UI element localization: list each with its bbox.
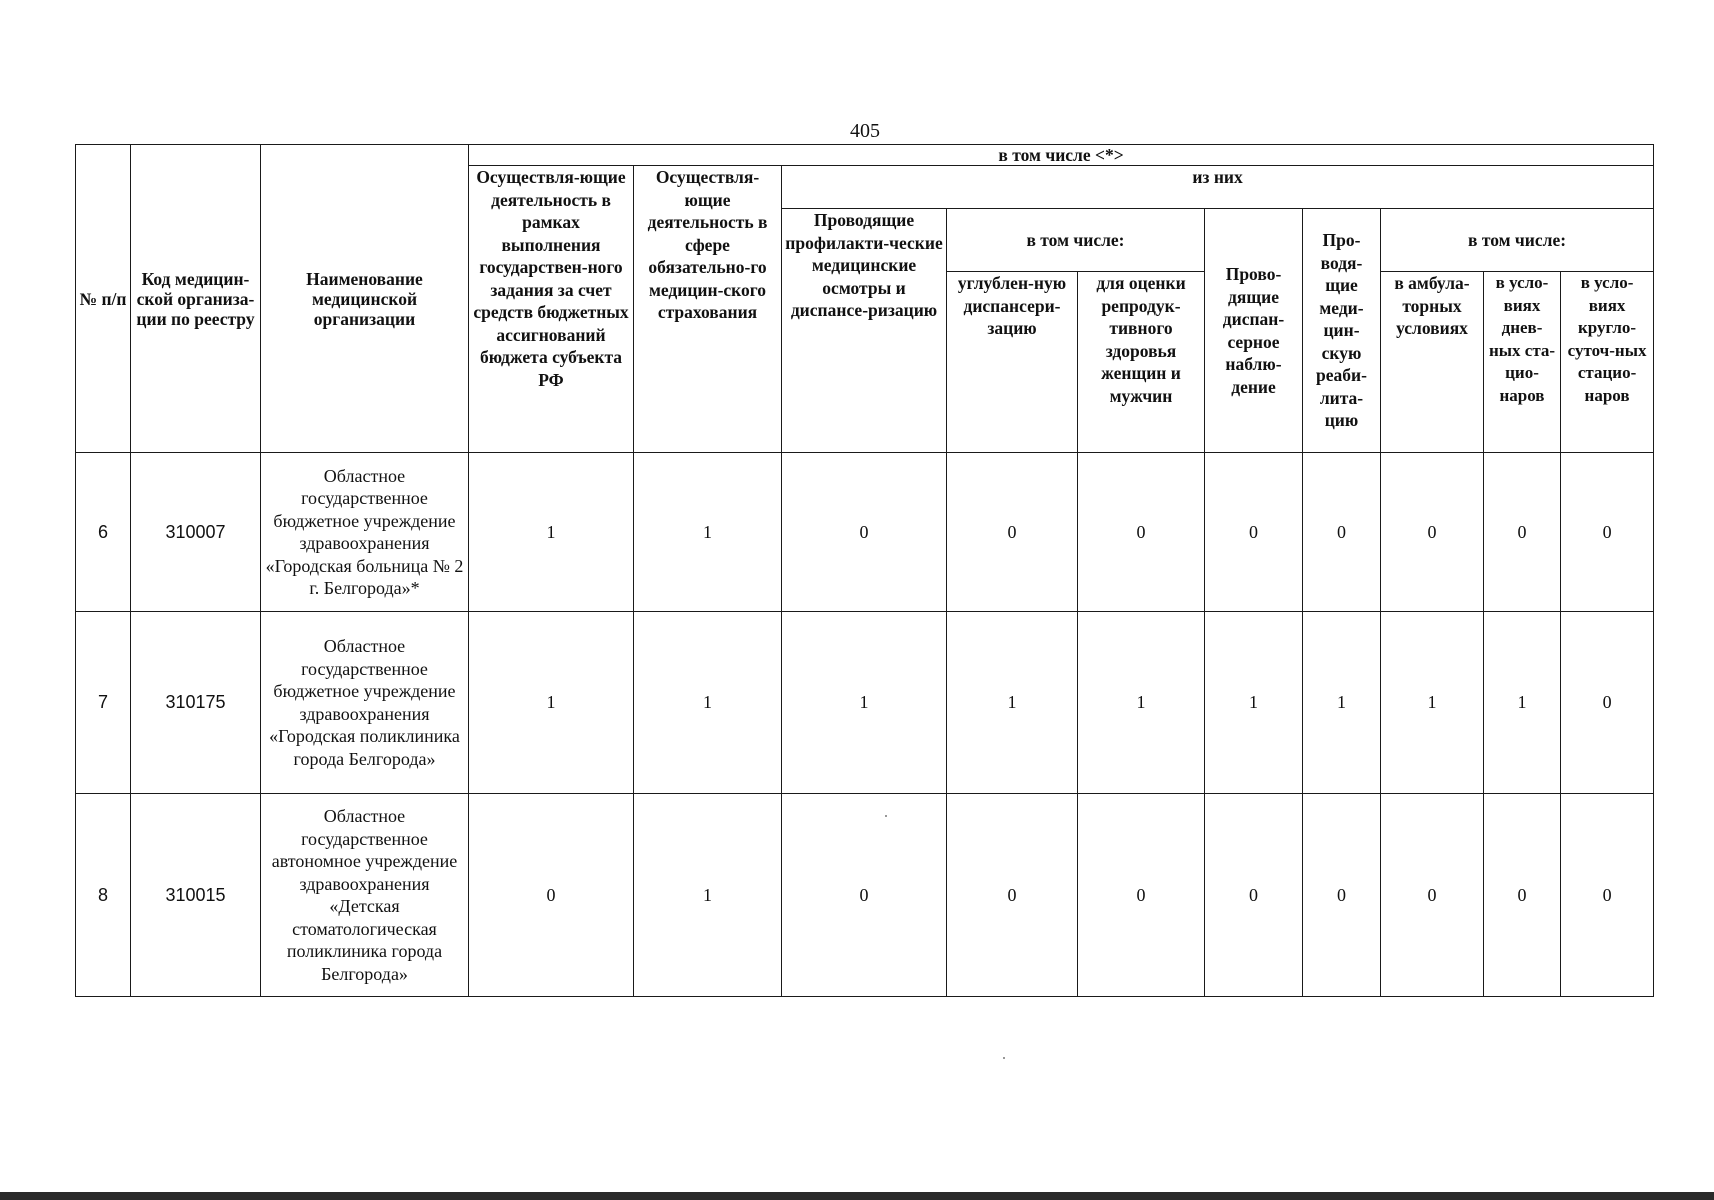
cell-rehab: 1	[1303, 612, 1381, 794]
cell-reproductive: 0	[1078, 794, 1205, 997]
cell-oms: 1	[634, 453, 782, 612]
header-of-them: из них	[782, 166, 1654, 209]
header-including-2: в том числе:	[1381, 209, 1654, 272]
cell-ambulatory: 0	[1381, 794, 1484, 997]
cell-deep-disp: 0	[947, 794, 1078, 997]
header-including: в том числе <*>	[469, 145, 1654, 166]
cell-state-task: 0	[469, 794, 634, 997]
row-num: 8	[76, 794, 131, 997]
header-prof-exams: Проводящие профилакти-ческие медицинские осмотры и диспансе-ризацию	[782, 209, 947, 453]
cell-state-task: 1	[469, 612, 634, 794]
scan-speck	[885, 815, 887, 817]
row-num: 7	[76, 612, 131, 794]
cell-disp-observation: 0	[1205, 794, 1303, 997]
cell-oms: 1	[634, 794, 782, 997]
cell-disp-observation: 1	[1205, 612, 1303, 794]
row-num: 6	[76, 453, 131, 612]
header-disp-observation: Прово-дящие диспан-серное наблю-дение	[1205, 209, 1303, 453]
cell-oms: 1	[634, 612, 782, 794]
cell-day-hospital: 1	[1484, 612, 1561, 794]
cell-disp-observation: 0	[1205, 453, 1303, 612]
header-ambulatory: в амбула-торных условиях	[1381, 272, 1484, 453]
header-round-clock: в усло-виях кругло-суточ-ных стацио-наров	[1561, 272, 1654, 453]
cell-prof-exams: 0	[782, 794, 947, 997]
row-org-name: Областное государственное бюджетное учреждение здравоохранения «Городская больница № 2 г. Белгорода»*	[261, 453, 469, 612]
row-code: 310007	[131, 453, 261, 612]
row-org-name: Областное государственное бюджетное учреждение здравоохранения «Городская поликлиника города Белгорода»	[261, 612, 469, 794]
cell-round-clock: 0	[1561, 794, 1654, 997]
registry-table-container	[75, 144, 1653, 997]
cell-day-hospital: 0	[1484, 453, 1561, 612]
cell-round-clock: 0	[1561, 612, 1654, 794]
cell-round-clock: 0	[1561, 453, 1654, 612]
table-row	[76, 612, 1654, 794]
header-name: Наименование медицинской организации	[261, 145, 469, 453]
row-code: 310015	[131, 794, 261, 997]
header-day-hospital: в усло-виях днев-ных ста-цио-наров	[1484, 272, 1561, 453]
cell-reproductive: 1	[1078, 612, 1205, 794]
table-row	[76, 453, 1654, 612]
cell-day-hospital: 0	[1484, 794, 1561, 997]
cell-rehab: 0	[1303, 794, 1381, 997]
header-deep-disp: углублен-ную диспансери-зацию	[947, 272, 1078, 453]
table-row	[76, 794, 1654, 997]
scan-bottom-edge	[0, 1192, 1714, 1200]
cell-state-task: 1	[469, 453, 634, 612]
page-number: 405	[850, 120, 880, 142]
cell-prof-exams: 1	[782, 612, 947, 794]
row-code: 310175	[131, 612, 261, 794]
cell-reproductive: 0	[1078, 453, 1205, 612]
header-code: Код медицин-ской организа-ции по реестру	[131, 145, 261, 453]
cell-prof-exams: 0	[782, 453, 947, 612]
header-oms: Осуществля-ющие деятельность в сфере обязательно-го медицин-ского страхования	[634, 166, 782, 453]
cell-ambulatory: 0	[1381, 453, 1484, 612]
medical-organizations-table	[75, 144, 1654, 997]
row-org-name: Областное государственное автономное учреждение здравоохранения «Детская стоматологическая поликлиника города Белгорода»	[261, 794, 469, 997]
scan-speck	[1003, 1057, 1005, 1059]
cell-deep-disp: 0	[947, 453, 1078, 612]
header-rehab: Про-водя-щие меди-цин-скую реаби-лита-цию	[1303, 209, 1381, 453]
header-reproductive: для оценки репродук-тивного здоровья женщин и мужчин	[1078, 272, 1205, 453]
cell-ambulatory: 1	[1381, 612, 1484, 794]
header-num: № п/п	[76, 145, 131, 453]
cell-rehab: 0	[1303, 453, 1381, 612]
cell-deep-disp: 1	[947, 612, 1078, 794]
header-including-1: в том числе:	[947, 209, 1205, 272]
header-state-task: Осуществля-ющие деятельность в рамках выполнения государствен-ного задания за счет средств бюджетных ассигнований бюджета субъекта РФ	[469, 166, 634, 453]
